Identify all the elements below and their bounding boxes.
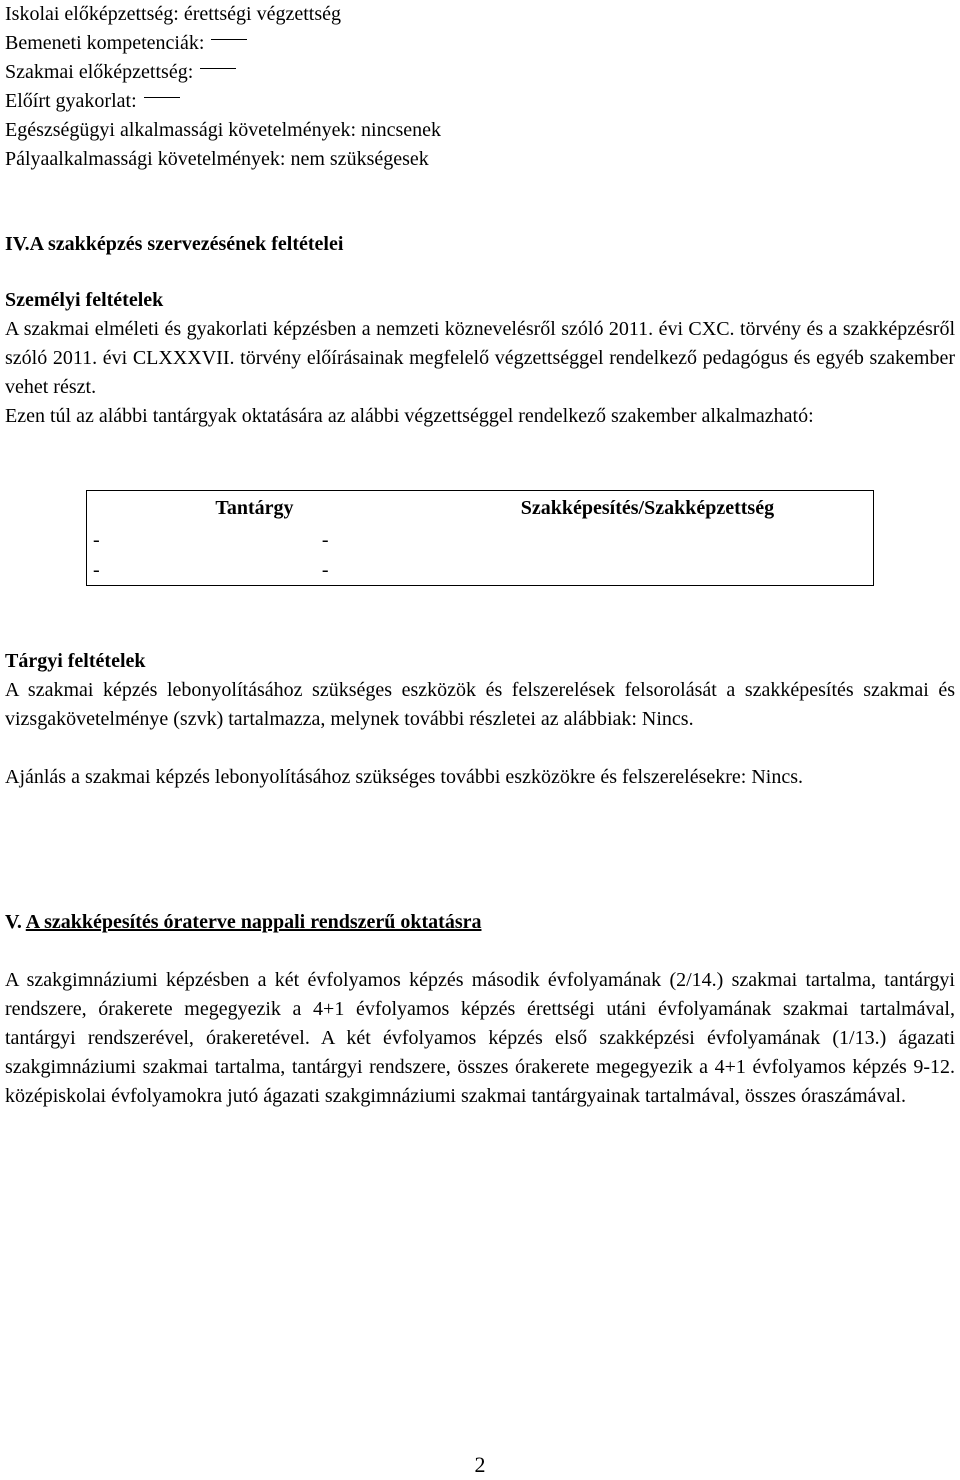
section5-number: V. — [5, 911, 26, 933]
section5-title-underlined: A szakképesítés óraterve nappali rendszerű oktatásra — [25, 911, 482, 933]
blank-dash — [200, 68, 236, 69]
table-header-qualification: Szakképesítés/Szakképzettség — [520, 496, 775, 519]
section4-title: IV.A szakképzés szervezésének feltételei — [5, 233, 344, 255]
section5-title-text — [5, 911, 481, 933]
input-competencies-label: Bemeneti kompetenciák: — [5, 32, 205, 54]
table-cell-subject: - — [93, 558, 100, 581]
health-req: Egészségügyi alkalmassági követelmények: nincsenek — [5, 119, 441, 141]
school-prereq: Iskolai előképzettség: érettségi végzettség — [5, 3, 341, 25]
blank-dash — [144, 97, 180, 98]
personal-heading: Személyi feltételek — [5, 289, 164, 311]
personal-paragraph-1: A szakmai elméleti és gyakorlati képzésben a nemzeti köznevelésről szóló 2011. évi CXC. törvény és a szakképzésről szóló 2011. évi CLXXXVII. törvény előírásainak megfelelő végzettséggel rendelkező pedagógus és egyéb szakember vehet részt. — [5, 318, 955, 398]
intro-block — [5, 0, 955, 174]
career-req: Pályaalkalmassági követelmények: nem szükségesek — [5, 148, 429, 170]
table-header-row — [87, 491, 874, 526]
material-paragraph-1: A szakmai képzés lebonyolításához szükséges eszközök és felszerelések felsorolását a szakképesítés szakmai és vizsgakövetelménye (szvk) tartalmazza, melynek további részletei az alábbiak: Nincs. — [5, 679, 955, 730]
section5-paragraph: A szakgimnáziumi képzésben a két évfolyamos képzés második évfolyamának (2/14.) szakmai tartalma, tantárgyi rendszere, órakerete megegyezik a 4+1 évfolyamos képzés érettségi utáni évfolyamának szakmai tartalmával, tantárgyi rendszerével, órakeretével. A két évfolyamos képzés első szakképzési évfolyamának (1/13.) ágazati szakgimnáziumi szakmai tartalma, tantárgyi rendszere, összes órakerete megegyezik a 4+1 évfolyamos képzés 9-12. középiskolai évfolyamokra jutó ágazati szakgimnáziumi szakmai tantárgyainak tartalmával, összes óraszámával. — [5, 969, 955, 1107]
table-header-subject: Tantárgy — [215, 496, 294, 519]
personal-paragraph-2: Ezen túl az alábbi tantárgyak oktatására az alábbi végzettséggel rendelkező szakember alkalmazható: — [5, 405, 814, 427]
table-cell-qualification — [321, 555, 874, 586]
material-section — [5, 647, 955, 792]
table-cell-qualification-text: - — [321, 558, 329, 581]
prof-prereq-label: Szakmai előképzettség: — [5, 61, 194, 83]
table-row — [87, 555, 874, 586]
section5-body — [5, 966, 955, 1111]
prof-prereq — [5, 58, 955, 87]
practice — [5, 87, 955, 116]
page-number: 2 — [474, 1452, 486, 1477]
subject-qualification-table — [86, 490, 874, 586]
practice-label: Előírt gyakorlat: — [5, 90, 137, 112]
personal-section — [5, 286, 955, 431]
table-row — [87, 525, 874, 555]
table-cell-qualification-text: - — [321, 528, 329, 551]
table-cell-subject: - — [93, 528, 100, 551]
material-heading: Tárgyi feltételek — [5, 650, 146, 672]
section5-title — [5, 908, 955, 937]
input-competencies — [5, 29, 955, 58]
table-cell-qualification — [321, 525, 874, 555]
material-paragraph-2: Ajánlás a szakmai képzés lebonyolításához szükséges további eszközökre és felszerelésekre: Nincs. — [5, 766, 804, 788]
blank-dash — [211, 39, 247, 40]
